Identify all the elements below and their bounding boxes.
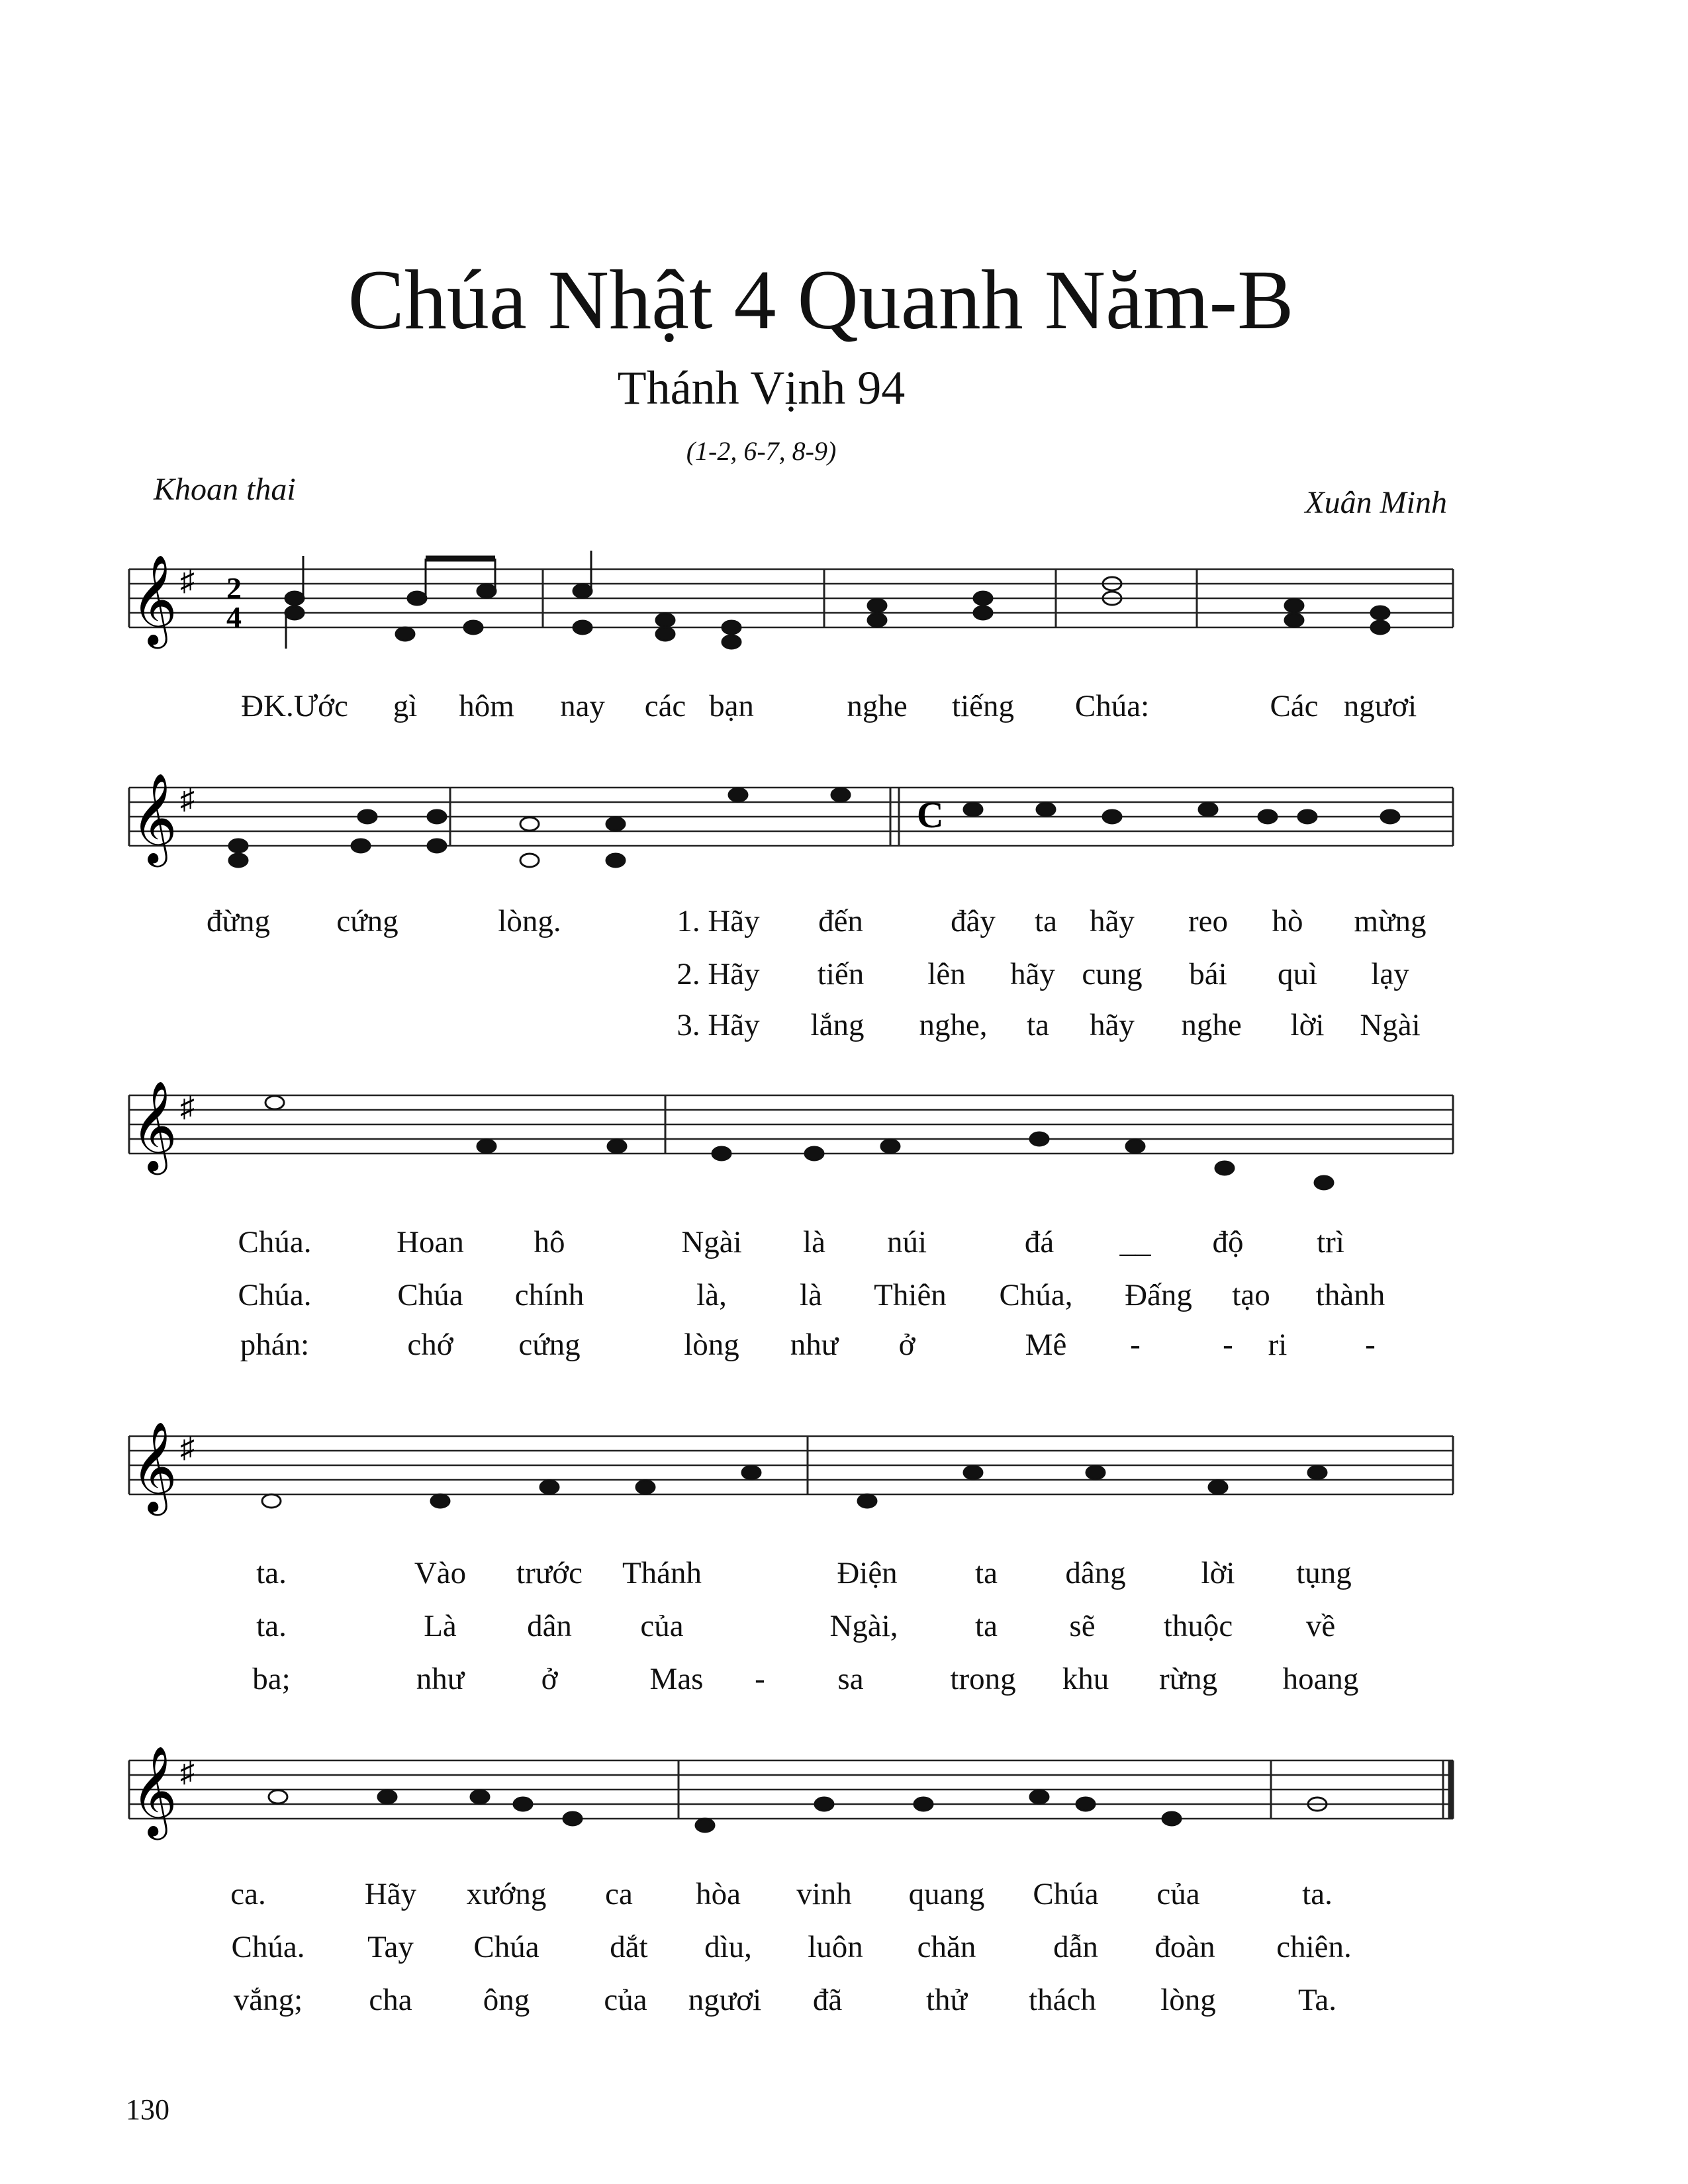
lyric-syllable: dắt (610, 1930, 648, 1964)
lyric-syllable: vắng; (233, 1983, 303, 2017)
lyric-syllable: chớ (407, 1328, 453, 1362)
lyric-syllable: - (1130, 1328, 1141, 1362)
notes (262, 1466, 1327, 1508)
lyric-syllable: độ (1212, 1225, 1244, 1259)
lyric-syllable: là (803, 1225, 825, 1259)
lyric-syllable: Chúa (1033, 1877, 1099, 1911)
lyric-syllable: bái (1189, 957, 1227, 991)
lyric-syllable: lòng. (498, 904, 561, 938)
staff-lines (129, 1436, 1453, 1494)
lyric-syllable: Chúa. (231, 1930, 305, 1964)
lyric-syllable: nghe (847, 689, 908, 723)
lyric-syllable: Hoan (397, 1225, 464, 1259)
lyric-syllable: Ta. (1297, 1983, 1337, 2017)
page-number: 130 (126, 2093, 169, 2126)
key-signature-sharp: ♯ (180, 1756, 195, 1788)
lyric-line (0, 1876, 1688, 1923)
lyric-syllable: trong (950, 1662, 1016, 1696)
lyric-syllable: về (1305, 1609, 1336, 1643)
staff-system-2 (0, 761, 1688, 907)
lyric-syllable: Thiên (874, 1278, 947, 1312)
lyric-line (0, 1555, 1688, 1602)
lyric-syllable: Chúa (473, 1930, 539, 1964)
lyric-syllable: Hãy (364, 1877, 417, 1911)
lyric-syllable: Chúa. (238, 1225, 312, 1259)
lyric-syllable: đến (818, 904, 863, 938)
staff-system-5 (0, 1734, 1688, 1880)
time-signature-2-4: 2 (226, 571, 242, 605)
lyric-syllable: ta (1035, 904, 1057, 938)
lyric-syllable: cứng (336, 904, 399, 938)
lyric-syllable: là (800, 1278, 822, 1312)
lyric-syllable: tiếng (952, 689, 1014, 723)
lyric-syllable: Thánh (622, 1556, 702, 1590)
staff-lines (129, 788, 1453, 846)
lyric-syllable: lên (927, 957, 966, 991)
lyric-syllable: ca. (230, 1877, 266, 1911)
lyric-syllable: đá (1024, 1225, 1055, 1259)
lyric-line (0, 1982, 1688, 2028)
lyric-syllable: 1. Hãy (677, 904, 760, 938)
lyric-syllable: nghe, (919, 1008, 988, 1042)
key-signature-sharp: ♯ (180, 1432, 195, 1464)
lyric-syllable: thành (1315, 1278, 1385, 1312)
lyric-syllable: ca (605, 1877, 633, 1911)
lyric-syllable: như (416, 1662, 465, 1696)
lyric-line (0, 1661, 1688, 1707)
lyric-syllable: lòng (1160, 1983, 1216, 2017)
lyric-syllable: sa (837, 1662, 864, 1696)
lyric-syllable: lạy (1371, 957, 1409, 991)
lyric-syllable: hãy (1090, 1008, 1135, 1042)
lyric-syllable: ở (541, 1662, 558, 1696)
lyric-syllable: ở (898, 1328, 915, 1362)
lyric-syllable: Chúa, (999, 1278, 1073, 1312)
lyric-syllable: thách (1029, 1983, 1096, 2017)
treble-clef: 𝄞 (131, 775, 177, 862)
lyric-syllable: phán: (240, 1328, 310, 1362)
lyric-syllable: ĐK.Ước (241, 689, 348, 723)
lyric-syllable: vinh (796, 1877, 852, 1911)
lyric-syllable: hô (534, 1225, 565, 1259)
staff-lines (129, 569, 1453, 627)
lyric-syllable: ngươi (1343, 689, 1417, 723)
lyric-syllable: hãy (1090, 904, 1135, 938)
song-title: Chúa Nhật 4 Quanh Năm-B (348, 253, 1294, 347)
lyric-syllable: rừng (1158, 1662, 1218, 1696)
treble-clef: 𝄞 (131, 557, 177, 643)
lyric-syllable: nay (560, 689, 605, 723)
lyric-syllable: tụng (1296, 1556, 1352, 1590)
lyric-syllable: 3. Hãy (677, 1008, 760, 1042)
lyric-syllable: sẽ (1069, 1609, 1096, 1643)
staff-lines (129, 1760, 1453, 1819)
lyric-line (0, 1929, 1688, 1976)
lyric-syllable: khu (1062, 1662, 1109, 1696)
lyric-syllable: đã (812, 1983, 843, 2017)
lyric-syllable: hôm (459, 689, 514, 723)
lyric-syllable: trước (516, 1556, 583, 1590)
lyric-syllable: ri (1268, 1328, 1288, 1362)
key-signature-sharp: ♯ (180, 783, 195, 815)
lyric-syllable: của (1156, 1877, 1200, 1911)
notes (285, 551, 1389, 649)
lyric-syllable: ta. (256, 1556, 287, 1590)
lyric-syllable: dâng (1065, 1556, 1126, 1590)
lyric-line (0, 956, 1688, 1003)
lyric-syllable: reo (1188, 904, 1229, 938)
lyric-syllable: bạn (709, 689, 754, 723)
lyric-syllable: Vào (414, 1556, 467, 1590)
lyric-syllable: đừng (207, 904, 270, 938)
lyric-syllable: trì (1317, 1225, 1344, 1259)
lyric-syllable: của (604, 1983, 647, 2017)
lyric-syllable: 2. Hãy (677, 957, 760, 991)
lyric-syllable: luôn (808, 1930, 863, 1964)
lyric-syllable: các (644, 689, 686, 723)
lyric-syllable: mừng (1354, 904, 1427, 938)
lyric-syllable: chăn (917, 1930, 976, 1964)
lyric-syllable: hò (1272, 904, 1303, 938)
staff-system-1 (0, 543, 1688, 688)
lyric-syllable: Chúa: (1074, 689, 1150, 723)
lyric-syllable: dẫn (1053, 1930, 1098, 1964)
staff-lines (129, 1095, 1453, 1154)
lyric-syllable: Ngài (681, 1225, 742, 1259)
lyric-syllable: ta (1027, 1008, 1049, 1042)
lyric-syllable: ngươi (688, 1983, 762, 2017)
lyric-syllable: như (790, 1328, 839, 1362)
lyric-syllable: Mê (1025, 1328, 1067, 1362)
lyric-syllable: dìu, (704, 1930, 752, 1964)
time-signature-common: C (917, 795, 944, 836)
lyric-syllable: ta. (1302, 1877, 1333, 1911)
lyric-syllable: - (1223, 1328, 1233, 1362)
key-signature-sharp: ♯ (180, 1091, 195, 1123)
lyric-syllable: quang (908, 1877, 985, 1911)
lyric-syllable: quì (1277, 957, 1318, 991)
tempo-marking: Khoan thai (154, 472, 296, 507)
notes (229, 788, 1399, 867)
lyric-syllable: núi (886, 1225, 927, 1259)
lyric-syllable: Chúa (397, 1278, 463, 1312)
lyric-line (0, 1608, 1688, 1655)
lyric-syllable: Đấng (1125, 1278, 1192, 1312)
lyric-syllable: Ngài, (829, 1609, 898, 1643)
lyric-syllable: Ngài (1360, 1008, 1421, 1042)
lyric-syllable: xướng (466, 1877, 547, 1911)
lyric-syllable: chính (514, 1278, 585, 1312)
treble-clef: 𝄞 (131, 1083, 177, 1169)
lyric-syllable: gì (393, 689, 418, 723)
treble-clef: 𝄞 (131, 1424, 177, 1510)
lyric-syllable: Mas (649, 1662, 704, 1696)
lyric-syllable: là, (696, 1278, 727, 1312)
staff-system-3 (0, 1069, 1688, 1214)
lyric-syllable: Chúa. (238, 1278, 312, 1312)
lyric-line (0, 1007, 1688, 1054)
lyric-syllable: Tay (367, 1930, 414, 1964)
lyric-line (0, 1277, 1688, 1324)
lyric-syllable: đây (951, 904, 996, 938)
lyric-syllable: tiến (817, 957, 865, 991)
lyric-syllable: ta (975, 1556, 998, 1590)
svg-text:4: 4 (226, 600, 242, 634)
lyric-syllable: thử (925, 1983, 968, 2017)
notes (269, 1790, 1327, 1832)
key-signature-sharp: ♯ (180, 565, 195, 597)
lyric-syllable: lắng (810, 1008, 865, 1042)
lyric-syllable: - (755, 1662, 765, 1696)
lyric-syllable: đoàn (1154, 1930, 1215, 1964)
lyric-line (0, 1224, 1688, 1271)
lyric-syllable: chiên. (1276, 1930, 1352, 1964)
lyric-syllable: lời (1201, 1556, 1235, 1590)
lyric-syllable: thuộc (1163, 1609, 1233, 1643)
lyric-syllable: cung (1082, 957, 1143, 991)
staff-system-4 (0, 1410, 1688, 1555)
lyric-syllable: hoang (1282, 1662, 1359, 1696)
lyric-syllable: cha (369, 1983, 412, 2017)
treble-clef: 𝄞 (131, 1748, 177, 1835)
lyric-syllable: lòng (684, 1328, 739, 1362)
lyric-syllable: Các (1270, 689, 1319, 723)
lyric-syllable: lời (1290, 1008, 1325, 1042)
lyric-syllable: hãy (1010, 957, 1055, 991)
lyric-syllable: ba; (252, 1662, 291, 1696)
verse-reference: (1-2, 6-7, 8-9) (686, 436, 837, 466)
lyric-syllable: ta (975, 1609, 998, 1643)
lyric-syllable: hòa (696, 1877, 741, 1911)
lyric-syllable: Điện (837, 1556, 898, 1590)
composer-credit: Xuân Minh (1305, 485, 1447, 520)
lyric-syllable: ông (483, 1983, 530, 2017)
lyric-line (0, 688, 1688, 735)
lyric-syllable: nghe (1181, 1008, 1242, 1042)
lyric-syllable: tạo (1232, 1278, 1270, 1312)
lyric-syllable: - (1365, 1328, 1376, 1362)
lyric-syllable: của (640, 1609, 684, 1643)
lyric-syllable: cứng (518, 1328, 581, 1362)
lyric-line (0, 1327, 1688, 1373)
lyric-syllable: __ (1119, 1225, 1151, 1259)
lyric-syllable: Là (424, 1609, 457, 1643)
lyric-syllable: dân (527, 1609, 572, 1643)
lyric-syllable: ta. (256, 1609, 287, 1643)
psalm-subtitle: Thánh Vịnh 94 (617, 361, 906, 414)
lyric-line (0, 903, 1688, 950)
